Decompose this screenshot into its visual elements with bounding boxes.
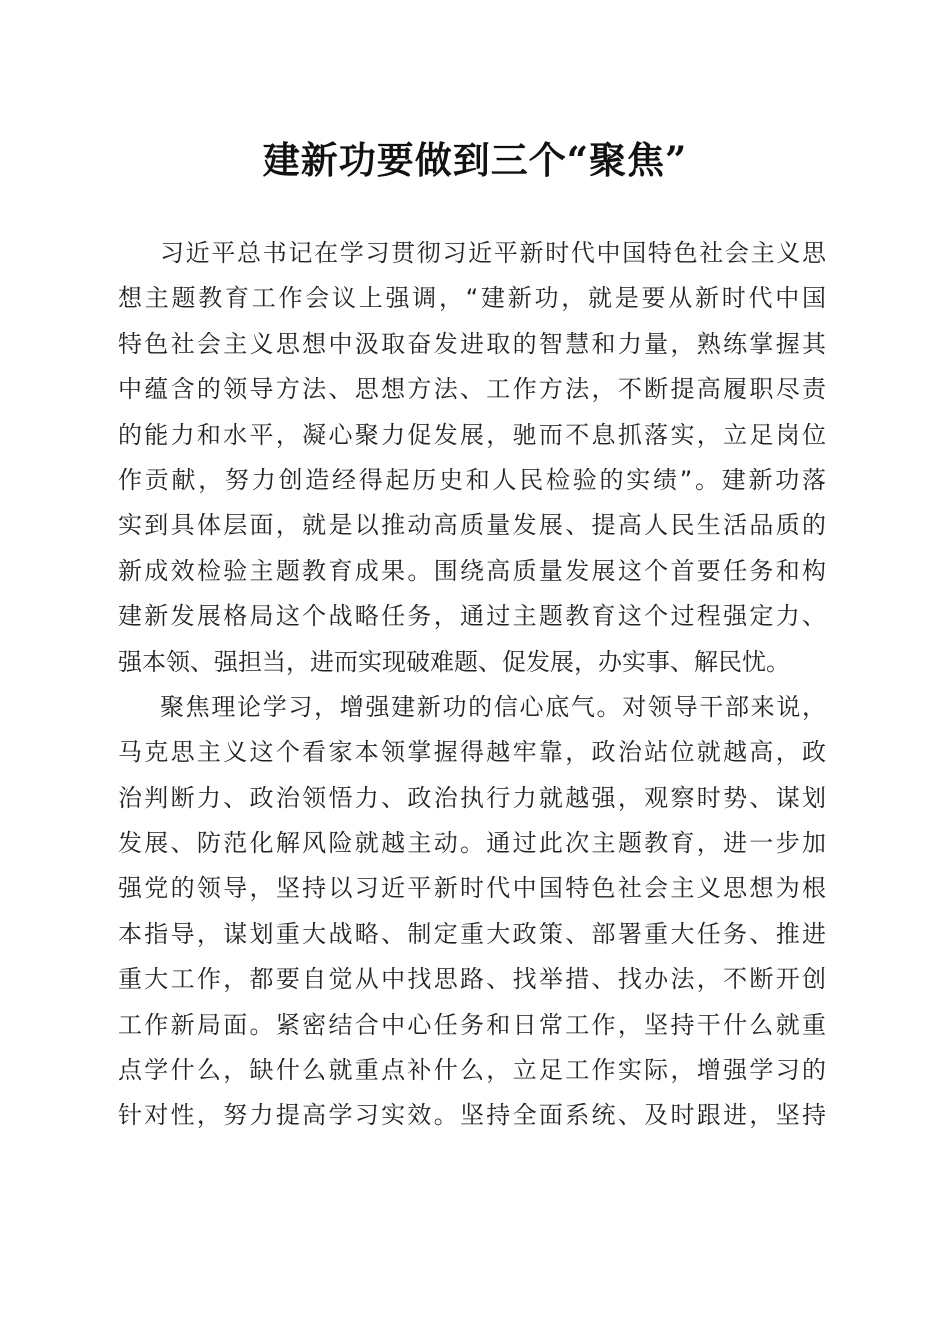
paragraph-2-line-6: 本指导，谋划重大战略、制定重大政策、部署重大任务、推进 — [118, 919, 826, 948]
paragraph-2-line-7: 重大工作，都要自觉从中找思路、找举措、找办法，不断开创 — [118, 965, 826, 994]
paragraph-1-line-8: 新成效检验主题教育成果。围绕高质量发展这个首要任务和构 — [118, 556, 826, 585]
document-title: 建新功要做到三个“聚焦” — [262, 138, 688, 182]
paragraph-1-line-5: 的能力和水平，凝心聚力促发展，驰而不息抓落实，立足岗位 — [118, 420, 826, 449]
paragraph-1-line-9: 建新发展格局这个战略任务，通过主题教育这个过程强定力、 — [118, 602, 826, 631]
paragraph-1-line-6: 作贡献，努力创造经得起历史和人民检验的实绩”。建新功落 — [118, 465, 826, 494]
paragraph-2-line-3: 治判断力、政治领悟力、政治执行力就越强，观察时势、谋划 — [118, 783, 826, 812]
document-body — [118, 233, 826, 1141]
paragraph-2-line-5: 强党的领导，坚持以习近平新时代中国特色社会主义思想为根 — [118, 874, 826, 903]
paragraph-2-line-8: 工作新局面。紧密结合中心任务和日常工作，坚持干什么就重 — [118, 1010, 826, 1039]
paragraph-2-line-10: 针对性，努力提高学习实效。坚持全面系统、及时跟进，坚持 — [118, 1101, 826, 1130]
paragraph-1-line-1: 习近平总书记在学习贯彻习近平新时代中国特色社会主义思 — [160, 239, 826, 267]
paragraph-2-line-9: 点学什么，缺什么就重点补什么，立足工作实际，增强学习的 — [118, 1056, 826, 1085]
paragraph-2-line-4: 发展、防范化解风险就越主动。通过此次主题教育，进一步加 — [118, 829, 826, 858]
paragraph-2-line-2: 马克思主义这个看家本领掌握得越牢靠，政治站位就越高，政 — [118, 738, 826, 767]
paragraph-1-line-2: 想主题教育工作会议上强调，“建新功，就是要从新时代中国 — [118, 284, 826, 313]
paragraph-1-line-3: 特色社会主义思想中汲取奋发进取的智慧和力量，熟练掌握其 — [118, 329, 826, 358]
paragraph-1-line-4: 中蕴含的领导方法、思想方法、工作方法，不断提高履职尽责 — [118, 375, 826, 404]
paragraph-1-line-7: 实到具体层面，就是以推动高质量发展、提高人民生活品质的 — [118, 511, 826, 540]
paragraph-2-line-1: 聚焦理论学习，增强建新功的信心底气。对领导干部来说， — [160, 692, 826, 721]
paragraph-1-line-10: 强本领、强担当，进而实现破难题、促发展，办实事、解民忧。 — [118, 647, 790, 676]
